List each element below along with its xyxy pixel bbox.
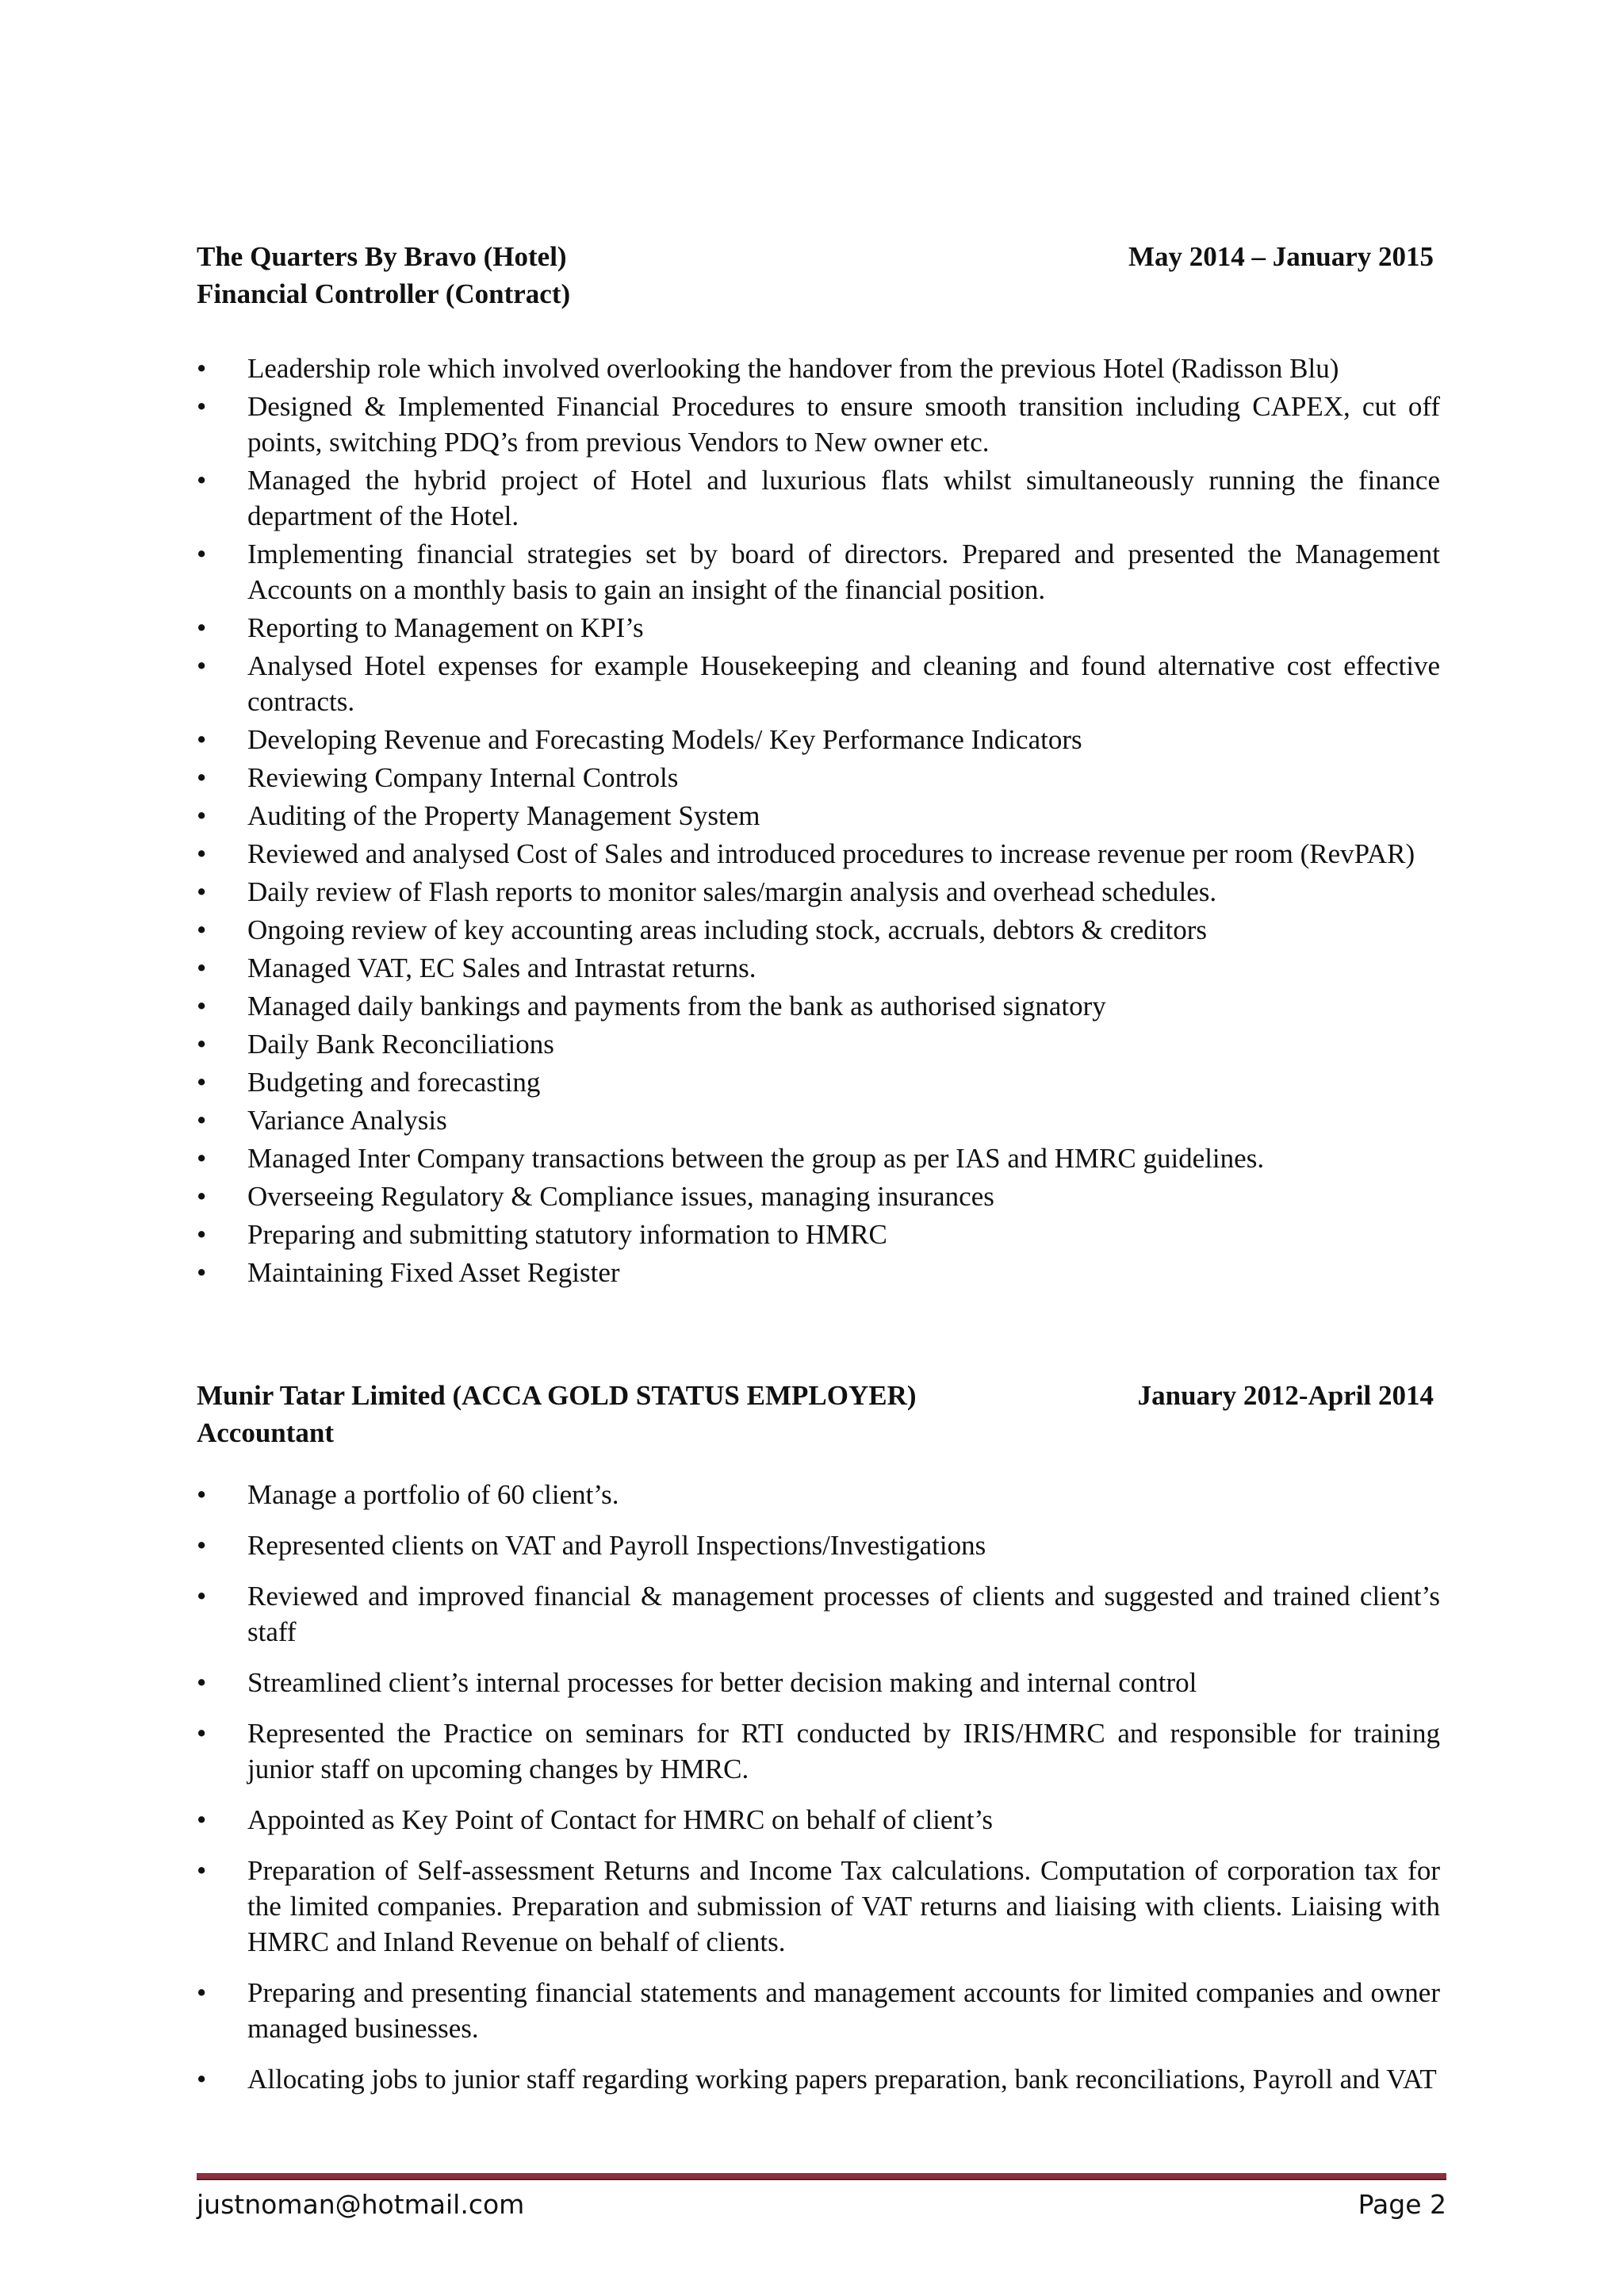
list-item: • Managed Inter Company transactions between the group as per IAS and HMRC guidelines. — [197, 1140, 1440, 1176]
list-item: • Allocating jobs to junior staff regarding working papers preparation, bank reconciliations, Payroll and VAT — [197, 2061, 1440, 2097]
list-item: • Reviewed and analysed Cost of Sales and introduced procedures to increase revenue per room (RevPAR) — [197, 836, 1440, 872]
list-item: • Appointed as Key Point of Contact for HMRC on behalf of client’s — [197, 1802, 1440, 1838]
list-item: • Represented clients on VAT and Payroll Inspections/Investigations — [197, 1527, 1440, 1563]
page-number: Page 2 — [1358, 2189, 1446, 2220]
employment-dates: January 2012-April 2014 — [1137, 1380, 1434, 1411]
list-item: • Implementing financial strategies set by board of directors. Prepared and presented the Management Accounts on a monthly basis to gain an insight of the financial position. — [197, 536, 1440, 608]
footer-email: justnoman@hotmail.com — [197, 2189, 525, 2220]
page-footer — [197, 2187, 1446, 2222]
list-item: • Ongoing review of key accounting areas including stock, accruals, debtors & creditors — [197, 912, 1440, 948]
list-item: • Streamlined client’s internal processes for better decision making and internal control — [197, 1665, 1440, 1700]
company-name: The Quarters By Bravo (Hotel) — [197, 241, 567, 272]
list-item: • Manage a portfolio of 60 client’s. — [197, 1477, 1440, 1512]
list-item: • Daily review of Flash reports to monitor sales/margin analysis and overhead schedules. — [197, 874, 1440, 910]
job-role: Accountant — [197, 1417, 335, 1448]
footer-divider — [197, 2173, 1446, 2180]
list-item: • Preparing and presenting financial statements and management accounts for limited companies and owner managed businesses. — [197, 1975, 1440, 2046]
responsibility-list-quarters — [197, 351, 1440, 1293]
list-item: • Developing Revenue and Forecasting Models/ Key Performance Indicators — [197, 722, 1440, 757]
list-item: • Designed & Implemented Financial Procedures to ensure smooth transition including CAPEX, cut off points, switching PDQ’s from previous Vendors to New owner etc. — [197, 389, 1440, 460]
list-item: • Auditing of the Property Management System — [197, 798, 1440, 834]
job-header-munir-tatar — [197, 1377, 1434, 1451]
list-item: • Managed daily bankings and payments from the bank as authorised signatory — [197, 988, 1440, 1024]
responsibility-list-munir-tatar — [197, 1477, 1440, 2112]
list-item: • Preparing and submitting statutory information to HMRC — [197, 1217, 1440, 1252]
list-item: • Represented the Practice on seminars for RTI conducted by IRIS/HMRC and responsible for training junior staff on upcoming changes by HMRC. — [197, 1715, 1440, 1787]
list-item: • Daily Bank Reconciliations — [197, 1026, 1440, 1062]
job-role: Financial Controller (Contract) — [197, 278, 571, 309]
list-item: • Variance Analysis — [197, 1102, 1440, 1138]
list-item: • Reviewed and improved financial & management processes of clients and suggested and trained client’s staff — [197, 1578, 1440, 1650]
list-item: • Leadership role which involved overlooking the handover from the previous Hotel (Radisson Blu) — [197, 351, 1440, 386]
job-header-quarters — [197, 238, 1434, 312]
list-item: • Managed VAT, EC Sales and Intrastat returns. — [197, 950, 1440, 986]
list-item: • Reviewing Company Internal Controls — [197, 760, 1440, 795]
list-item: • Maintaining Fixed Asset Register — [197, 1255, 1440, 1290]
list-item: • Managed the hybrid project of Hotel and luxurious flats whilst simultaneously running the finance department of the Hotel. — [197, 462, 1440, 534]
list-item: • Budgeting and forecasting — [197, 1064, 1440, 1100]
company-name: Munir Tatar Limited (ACCA GOLD STATUS EMPLOYER) — [197, 1380, 917, 1411]
list-item: • Analysed Hotel expenses for example Housekeeping and cleaning and found alternative cost effective contracts. — [197, 648, 1440, 719]
list-item: • Reporting to Management on KPI’s — [197, 610, 1440, 646]
list-item: • Preparation of Self-assessment Returns and Income Tax calculations. Computation of corporation tax for the limited companies. Preparation and submission of VAT returns and liaising with clients. Liaising with HMRC and Inland Revenue on behalf of clients. — [197, 1853, 1440, 1960]
employment-dates: May 2014 – January 2015 — [1128, 241, 1434, 272]
list-item: • Overseeing Regulatory & Compliance issues, managing insurances — [197, 1179, 1440, 1214]
